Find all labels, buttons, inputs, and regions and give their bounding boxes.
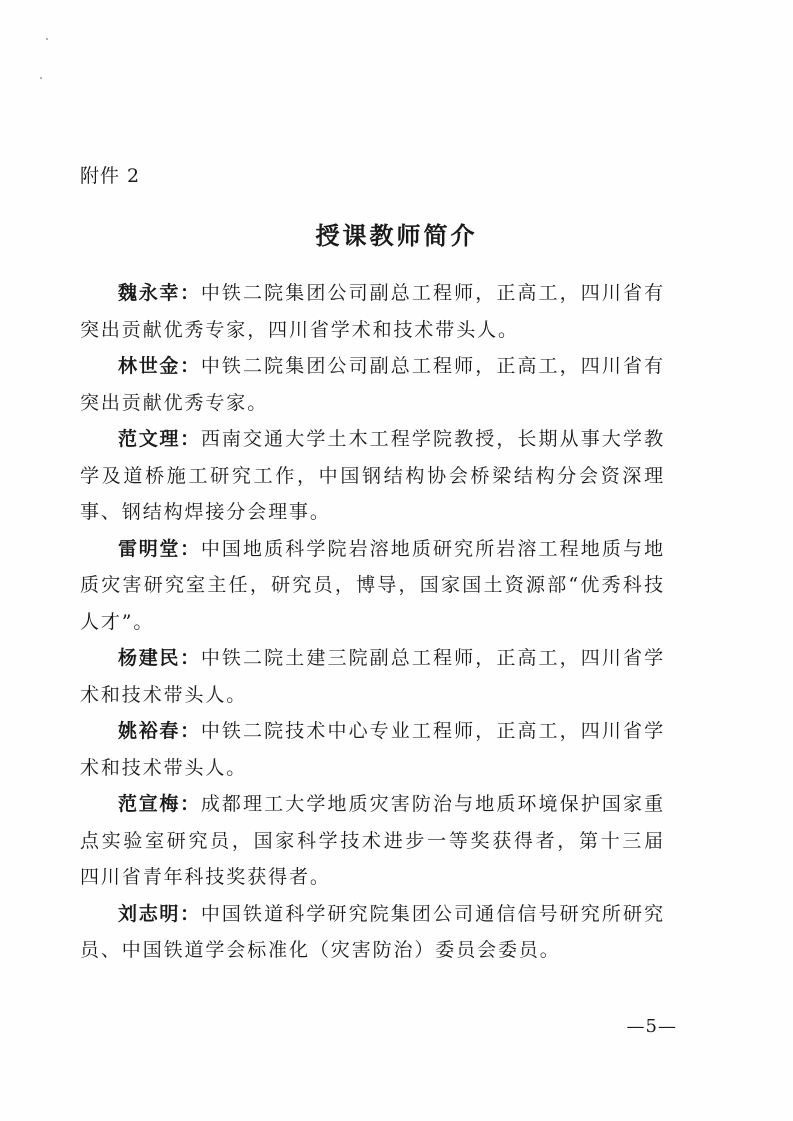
- profile-paragraph: [80, 421, 665, 531]
- teacher-name: 林世金：: [118, 355, 201, 377]
- teacher-name: 雷明堂：: [118, 537, 201, 560]
- teacher-description: 中国地质科学院岩溶地质研究所岩溶工程地质与地质灾害研究室主任，研究员，博导，国家国土资源部“优秀科技人才”。: [80, 537, 665, 633]
- teacher-description: 中国铁道科学研究院集团公司通信信号研究所研究员、中国铁道学会标准化（灾害防治）委员会委员。: [80, 902, 665, 961]
- teacher-name: 杨建民：: [118, 647, 201, 669]
- attachment-label: 附件 2: [80, 165, 141, 187]
- profile-paragraph: [80, 531, 665, 641]
- profile-paragraph: [80, 348, 665, 421]
- teacher-name: 魏永幸：: [118, 282, 201, 304]
- teacher-description: 中铁二院集团公司副总工程师，正高工，四川省有突出贡献优秀专家。: [80, 355, 665, 414]
- profile-paragraph: [80, 275, 665, 348]
- profile-paragraph: [80, 640, 665, 713]
- teacher-description: 中铁二院土建三院副总工程师，正高工，四川省学术和技术带头人。: [80, 647, 665, 706]
- page-title: 授课教师简介: [315, 221, 478, 250]
- teacher-name: 范文理：: [118, 428, 201, 450]
- teacher-description: 西南交通大学土木工程学院教授，长期从事大学教学及道桥施工研究工作，中国钢结构协会桥梁结构分会资深理事、钢结构焊接分会理事。: [80, 428, 665, 523]
- page-number: —5—: [626, 1016, 677, 1037]
- scan-speck: [40, 77, 42, 79]
- teacher-name: 姚裕春：: [118, 720, 201, 742]
- profile-paragraph: [80, 896, 665, 969]
- teacher-description: 成都理工大学地质灾害防治与地质环境保护国家重点实验室研究员，国家科学技术进步一等奖获得者，第十三届四川省青年科技奖获得者。: [80, 793, 665, 888]
- scan-speck: [46, 38, 48, 40]
- teacher-name: 刘志明：: [118, 902, 201, 925]
- teacher-description: 中铁二院技术中心专业工程师，正高工，四川省学术和技术带头人。: [80, 720, 665, 779]
- profile-paragraph: [80, 713, 665, 786]
- profile-paragraph: [80, 786, 665, 896]
- profile-list: [80, 275, 665, 969]
- teacher-description: 中铁二院集团公司副总工程师，正高工，四川省有突出贡献优秀专家，四川省学术和技术带头人。: [80, 282, 665, 341]
- teacher-name: 范宣梅：: [118, 793, 201, 815]
